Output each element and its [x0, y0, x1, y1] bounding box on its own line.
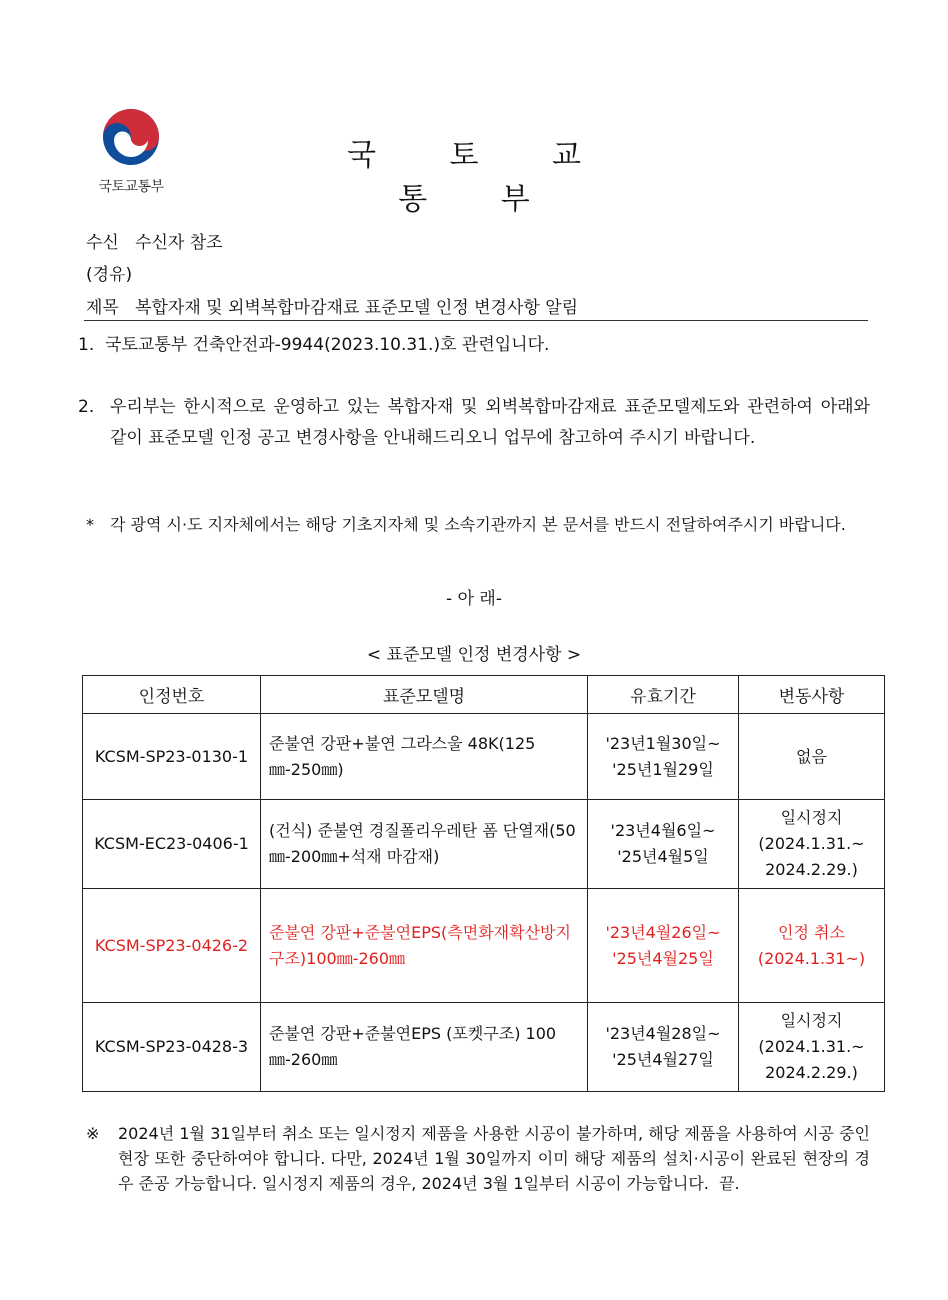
header-valid-period: 유효기간	[588, 676, 739, 714]
recipient-line	[86, 228, 223, 253]
cert-number: KCSM-SP23-0428-3	[83, 1003, 261, 1092]
paragraph-2-number: 2.	[78, 397, 95, 417]
valid-period	[588, 889, 739, 1003]
period-end: '25년4월27일	[612, 1050, 714, 1069]
subject-divider	[84, 320, 868, 321]
period-end: '25년4월5일	[617, 847, 709, 866]
model-name: 준불연 강판+불연 그라스울 48K(125㎜-250㎜)	[261, 714, 588, 800]
header-changes: 변동사항	[739, 676, 885, 714]
cert-number: KCSM-EC23-0406-1	[83, 800, 261, 889]
table-row	[83, 800, 885, 889]
table-row	[83, 1003, 885, 1092]
change-line1: 일시정지	[780, 1011, 843, 1030]
cert-number: KCSM-SP23-0130-1	[83, 714, 261, 800]
subject-line	[86, 293, 578, 318]
period-start: '23년4월28일~	[605, 1024, 721, 1043]
model-name: (건식) 준불연 경질폴리우레탄 폼 단열재(50㎜-200㎜+석재 마감재)	[261, 800, 588, 889]
logo-text: 국토교통부	[98, 179, 164, 195]
header-model-name: 표준모델명	[261, 676, 588, 714]
period-end: '25년1월29일	[612, 759, 714, 779]
change-line2: (2024.1.31.~ 2024.2.29.)	[758, 834, 865, 879]
taegeuk-emblem-icon	[100, 106, 162, 168]
below-heading: - 아 래-	[446, 589, 502, 609]
change-status	[739, 714, 885, 800]
subject-value: 복합자재 및 외벽복합마감재료 표준모델 인정 변경사항 알림	[135, 298, 579, 318]
ministry-logo	[84, 106, 178, 196]
period-start: '23년4월26일~	[605, 922, 721, 942]
model-name: 준불연 강판+준불연EPS(측면화재확산방지구조)100㎜-260㎜	[261, 889, 588, 1003]
paragraph-2	[78, 392, 870, 454]
period-start: '23년4월6일~	[610, 821, 716, 840]
paragraph-1	[78, 330, 868, 361]
change-status	[739, 800, 885, 889]
table-header-row	[83, 676, 885, 714]
change-status	[739, 889, 885, 1003]
note-mark: *	[86, 515, 94, 534]
valid-period	[588, 1003, 739, 1092]
change-line1: 없음	[796, 746, 827, 766]
model-name: 준불연 강판+준불연EPS (포켓구조) 100㎜-260㎜	[261, 1003, 588, 1092]
change-table	[82, 675, 885, 1092]
table-title: < 표준모델 인정 변경사항 >	[366, 645, 582, 665]
table-row	[83, 714, 885, 800]
via-line: (경유)	[86, 265, 133, 285]
subject-label: 제목	[86, 298, 119, 318]
paragraph-1-number: 1.	[78, 335, 95, 355]
change-line1: 일시정지	[780, 808, 843, 827]
recipient-label: 수신	[86, 233, 119, 253]
change-line1: 인정 취소	[778, 922, 845, 942]
change-line2: (2024.1.31~)	[757, 948, 866, 968]
footer-note-text: 2024년 1월 31일부터 취소 또는 일시정지 제품을 사용한 시공이 불가하며, 해당 제품을 사용하여 시공 중인 현장 또한 중단하여야 합니다. 다만, 2024년 1월 30일까지 이미 해당 제품의 설치·시공이 완료된 현장의 경우 준공 가능합니다. 일시정지 제품의 경우, 2024년 3월 1일부터 시공이 가능합니다.	[118, 1124, 870, 1193]
footer-note	[86, 1121, 870, 1196]
cert-number: KCSM-SP23-0426-2	[83, 889, 261, 1003]
period-end: '25년4월25일	[612, 948, 714, 968]
footer-note-body	[118, 1121, 870, 1196]
period-start: '23년1월30일~	[605, 733, 721, 753]
change-line2: (2024.1.31.~ 2024.2.29.)	[758, 1037, 865, 1082]
paragraph-1-text: 국토교통부 건축안전과-9944(2023.10.31.)호 관련입니다.	[105, 335, 550, 355]
distribution-note	[86, 512, 870, 537]
note-text: 각 광역 시·도 지자체에서는 해당 기초지자체 및 소속기관까지 본 문서를 반드시 전달하여주시기 바랍니다.	[110, 515, 846, 534]
document-title: 국 토 교 통 부	[346, 138, 613, 217]
change-status	[739, 1003, 885, 1092]
valid-period	[588, 714, 739, 800]
table-row-cancelled	[83, 889, 885, 1003]
recipient-value: 수신자 참조	[135, 233, 223, 253]
paragraph-2-text: 우리부는 한시적으로 운영하고 있는 복합자재 및 외벽복합마감재료 표준모델제도와 관련하여 아래와 같이 표준모델 인정 공고 변경사항을 안내해드리오니 업무에 참고하여 주시기 바랍니다.	[110, 397, 870, 448]
valid-period	[588, 800, 739, 889]
footer-note-mark: ※	[86, 1124, 100, 1143]
header-cert-number: 인정번호	[83, 676, 261, 714]
end-mark: 끝.	[719, 1174, 740, 1193]
